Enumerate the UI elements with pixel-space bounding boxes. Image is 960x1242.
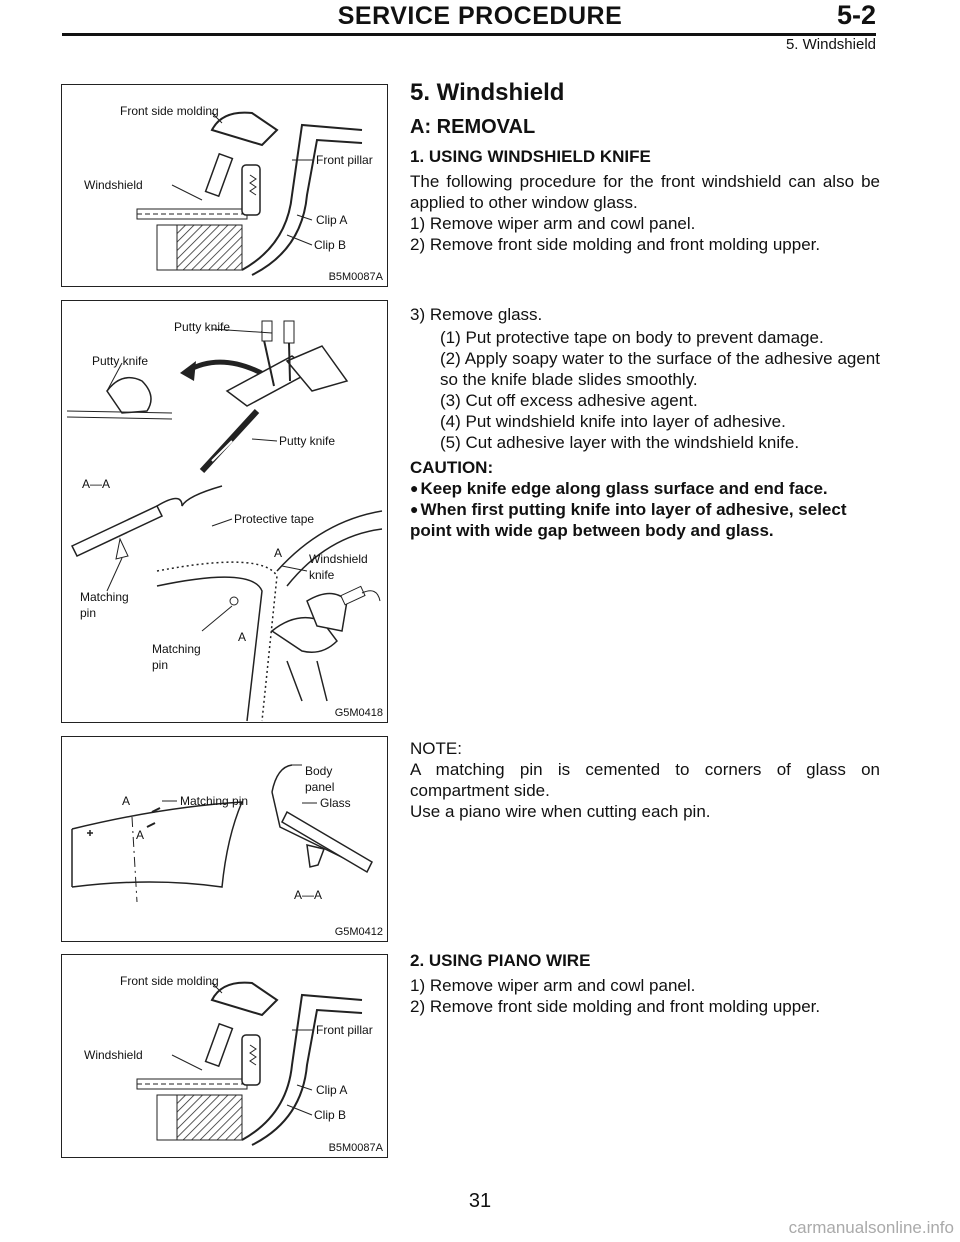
label-clip-a: Clip A (316, 1083, 348, 1097)
label-matching-pin-1a: Matching (80, 590, 129, 604)
glass-substep: (4) Put windshield knife into layer of adhesive. (440, 412, 786, 431)
label-front-pillar: Front pillar (316, 153, 373, 167)
label-putty-knife-left: Putty knife (92, 354, 149, 368)
figure-id: B5M0087A (328, 1142, 383, 1154)
label-clip-b: Clip B (314, 238, 347, 252)
label-a-top: A (274, 546, 283, 560)
label-putty-knife-top: Putty knife (174, 320, 231, 334)
label-front-pillar: Front pillar (316, 1023, 373, 1037)
label-windshield: Windshield (84, 178, 143, 192)
header-divider (62, 33, 876, 36)
label-front-side-molding: Front side molding (120, 104, 219, 118)
caution-item: ● When first putting knife into layer of adhesive, select point with wide gap between body and glass. (410, 500, 847, 540)
label-panel: panel (305, 780, 335, 794)
note-line: A matching pin is cemented to corners of glass on compartment side. (410, 760, 880, 800)
caution-label: CAUTION: (410, 458, 494, 477)
figure-id: G5M0418 (334, 707, 383, 719)
note-label: NOTE: (410, 739, 462, 758)
figure-id: B5M0087A (328, 271, 383, 283)
label-putty-knife-lower: Putty knife (279, 434, 336, 448)
label-protective-tape: Protective tape (234, 512, 315, 526)
knife-step: 1) Remove wiper arm and cowl panel. (410, 214, 696, 233)
knife-step: 2) Remove front side molding and front molding upper. (410, 235, 821, 254)
label-a-1: A (122, 794, 131, 808)
figure-windshield-clips-2 (61, 954, 388, 1158)
knife-heading: 1. USING WINDSHIELD KNIFE (410, 147, 651, 166)
matching-pin-diagram (62, 737, 387, 941)
label-glass: Glass (320, 796, 351, 810)
label-windshield: Windshield (84, 1048, 143, 1062)
figure-id: G5M0412 (334, 926, 383, 938)
glass-substep: (1) Put protective tape on body to prevent damage. (440, 328, 824, 347)
windshield-clips-diagram (62, 955, 387, 1157)
text-block-removal (410, 78, 880, 255)
note-line: Use a piano wire when cutting each pin. (410, 802, 711, 821)
label-matching-pin-2a: Matching (152, 642, 201, 656)
text-block-remove-glass (410, 304, 880, 541)
label-body: Body (305, 764, 333, 778)
windshield-clips-diagram (62, 85, 387, 286)
label-matching-pin: Matching pin (180, 794, 249, 808)
page-number: 31 (468, 1190, 492, 1212)
label-front-side-molding: Front side molding (120, 974, 219, 988)
wire-step: 2) Remove front side molding and front molding upper. (410, 997, 821, 1016)
label-clip-a: Clip A (316, 213, 348, 227)
page-header-title: SERVICE PROCEDURE (337, 2, 623, 30)
watermark: carmanualsonline.info (788, 1218, 954, 1237)
glass-substep: (5) Cut adhesive layer with the windshield knife. (440, 433, 800, 452)
label-matching-pin-2b: pin (152, 658, 169, 672)
wire-heading: 2. USING PIANO WIRE (410, 951, 591, 970)
label-clip-b: Clip B (314, 1108, 347, 1122)
remove-glass-step: 3) Remove glass. (410, 305, 543, 324)
caution-item: ● Keep knife edge along glass surface and end face. (410, 479, 828, 498)
putty-knife-diagram (62, 301, 387, 722)
text-block-piano-wire (410, 950, 880, 1017)
label-a-2: A (136, 828, 145, 842)
removal-title: A: REMOVAL (410, 116, 536, 138)
figure-matching-pin (61, 736, 388, 942)
section-number: 5-2 (836, 0, 876, 30)
glass-substep: (3) Cut off excess adhesive agent. (440, 391, 698, 410)
figure-putty-knife (61, 300, 388, 723)
header-subtitle: 5. Windshield (785, 36, 876, 53)
label-windshield-knife-2: knife (309, 568, 335, 582)
glass-substep: (2) Apply soapy water to the surface of the adhesive agent so the knife blade slides smoothly. (440, 349, 880, 389)
label-section-aa: A—A (294, 888, 323, 902)
label-windshield-knife-1: Windshield (309, 552, 368, 566)
label-section-aa: A—A (82, 477, 111, 491)
wire-step: 1) Remove wiper arm and cowl panel. (410, 976, 696, 995)
section-title: 5. Windshield (410, 79, 565, 106)
label-a-bottom: A (238, 630, 247, 644)
knife-intro: The following procedure for the front windshield can also be applied to other window glass. (410, 172, 880, 212)
figure-windshield-clips (61, 84, 388, 287)
text-block-note (410, 738, 880, 822)
label-matching-pin-1b: pin (80, 606, 97, 620)
